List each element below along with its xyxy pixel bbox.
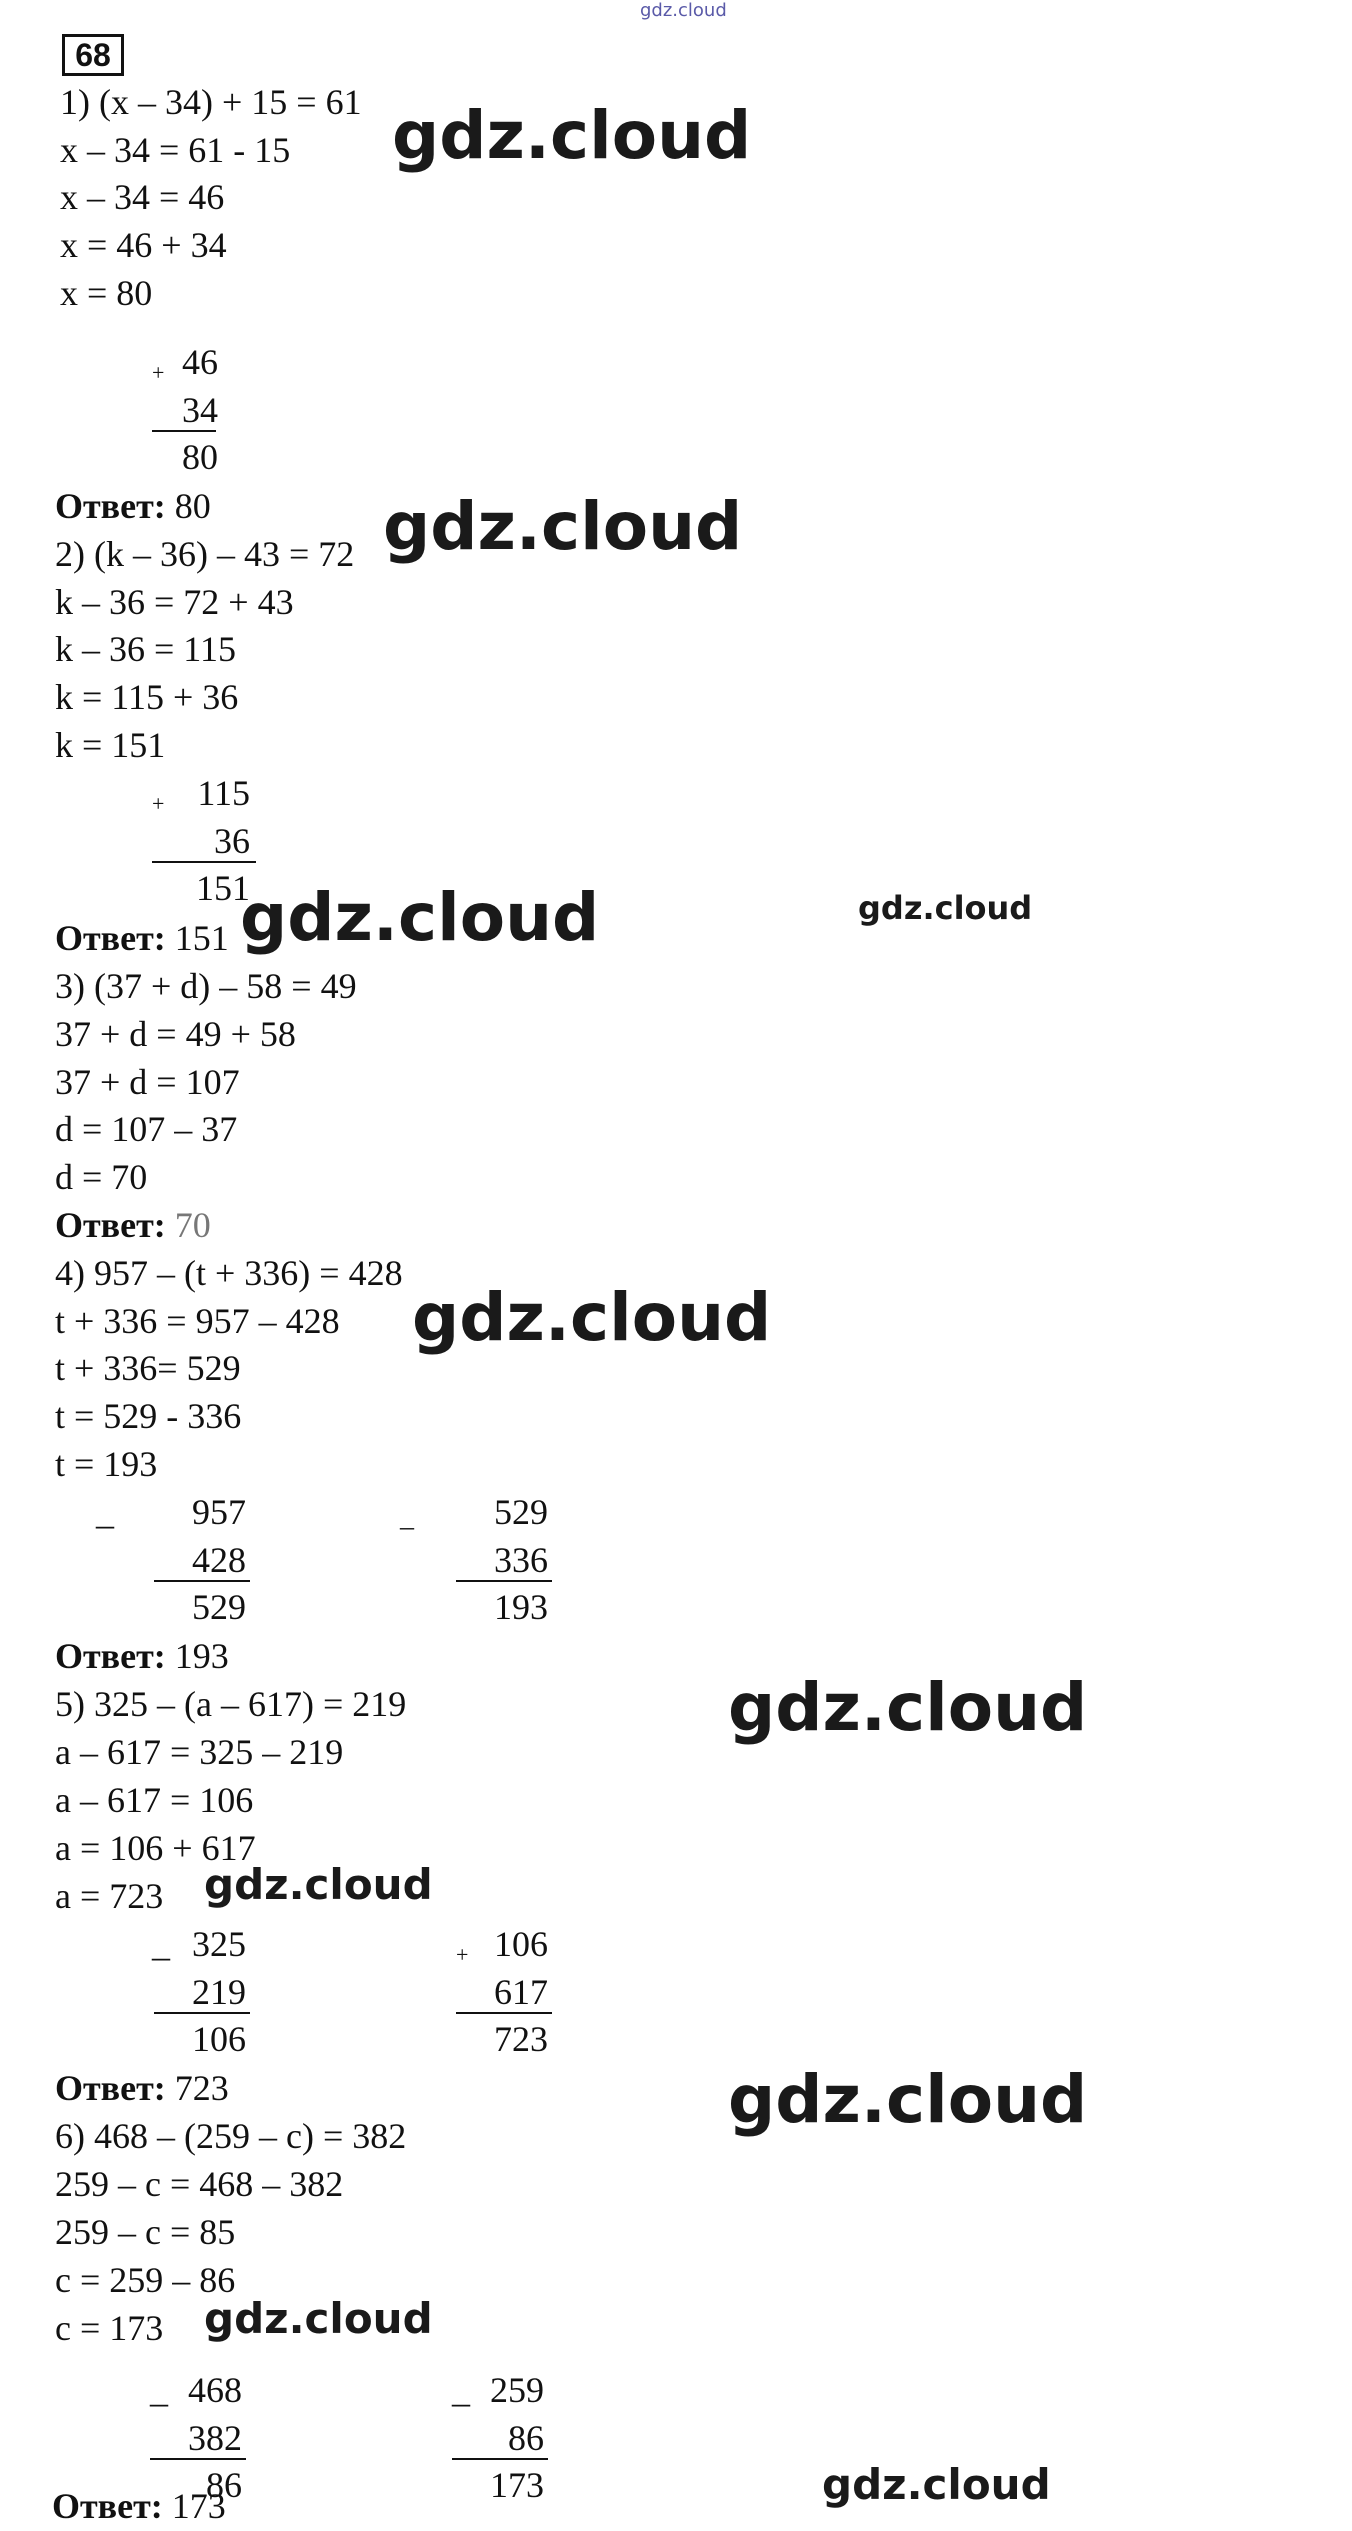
operand-bottom: 86 [508, 2418, 544, 2458]
operand-top: 106 [494, 1924, 548, 1964]
equation-line: c = 259 – 86 [55, 2260, 236, 2300]
operation-sign: + [456, 1942, 469, 1967]
operation-sign: _ [400, 1502, 414, 1533]
equation-line: 259 – c = 85 [55, 2212, 236, 2252]
operation-sign: _ [150, 2370, 168, 2410]
answer-label: Ответ: [52, 2486, 163, 2526]
answer-value: 80 [174, 486, 211, 526]
operand-top: 468 [188, 2370, 242, 2410]
result: 173 [490, 2465, 544, 2505]
equation-line: d = 107 – 37 [55, 1109, 238, 1149]
equation-line: 2) (k – 36) – 43 = 72 [55, 534, 355, 574]
equation-line: k = 151 [55, 725, 166, 765]
answer-value: 151 [174, 918, 229, 958]
difference-rule [452, 2458, 548, 2460]
watermark: gdz.cloud [204, 1860, 433, 1909]
answer-value: 723 [174, 2068, 229, 2108]
equation-line: k = 115 + 36 [55, 677, 239, 717]
result: 86 [206, 2465, 242, 2505]
equation-line: 1) (x – 34) + 15 = 61 [60, 82, 362, 122]
equation-line: k – 36 = 72 + 43 [55, 582, 294, 622]
answer-value: 173 [171, 2486, 226, 2526]
equation-line: t = 529 - 336 [55, 1396, 242, 1436]
result: 529 [192, 1587, 246, 1627]
result: 193 [494, 1587, 548, 1627]
equation-line: k – 36 = 115 [55, 629, 236, 669]
operation-sign: + [152, 360, 165, 385]
difference-rule [150, 2458, 246, 2460]
watermark: gdz.cloud [204, 2294, 433, 2343]
difference-rule [154, 2012, 250, 2014]
difference-rule [456, 1580, 552, 1582]
operand-top: 46 [182, 342, 218, 382]
answer-line [55, 1636, 229, 1676]
problem-number: 68 [62, 34, 124, 76]
operand-bottom: 428 [192, 1540, 246, 1580]
operand-top: 957 [192, 1492, 246, 1532]
equation-line: 6) 468 – (259 – c) = 382 [55, 2116, 407, 2156]
equation-line: x – 34 = 61 - 15 [60, 130, 291, 170]
sum-rule [456, 2012, 552, 2014]
answer-line [55, 918, 229, 958]
equation-line: 37 + d = 49 + 58 [55, 1014, 296, 1054]
operation-sign: + [152, 791, 165, 816]
answer-label: Ответ: [55, 1205, 166, 1245]
header-watermark: gdz.cloud [640, 0, 727, 21]
operand-top: 115 [197, 773, 250, 813]
watermark: gdz.cloud [392, 97, 752, 174]
answer-label: Ответ: [55, 486, 166, 526]
equation-line: d = 70 [55, 1157, 148, 1197]
operand-bottom: 617 [494, 1972, 548, 2012]
equation-line: a – 617 = 106 [55, 1780, 254, 1820]
equation-line: c = 173 [55, 2308, 164, 2348]
result: 723 [494, 2019, 548, 2059]
equation-line: x – 34 = 46 [60, 177, 225, 217]
watermark: gdz.cloud [240, 879, 600, 956]
answer-label: Ответ: [55, 2068, 166, 2108]
equation-line: x = 80 [60, 273, 153, 313]
operation-sign: _ [96, 1492, 114, 1532]
equation-line: t + 336 = 957 – 428 [55, 1301, 340, 1341]
result: 80 [182, 437, 218, 477]
answer-line [55, 1205, 211, 1245]
equation-line: 3) (37 + d) – 58 = 49 [55, 966, 357, 1006]
operation-sign: _ [452, 2370, 470, 2410]
answer-line [55, 486, 211, 526]
answer-label: Ответ: [55, 1636, 166, 1676]
answer-label: Ответ: [55, 918, 166, 958]
result: 151 [196, 868, 250, 908]
answer-value: 193 [174, 1636, 229, 1676]
operand-bottom: 336 [494, 1540, 548, 1580]
equation-line: 5) 325 – (a – 617) = 219 [55, 1684, 407, 1724]
difference-rule [154, 1580, 250, 1582]
watermark: gdz.cloud [383, 488, 743, 565]
watermark: gdz.cloud [412, 1279, 772, 1356]
operand-bottom: 382 [188, 2418, 242, 2458]
equation-line: t + 336= 529 [55, 1348, 241, 1388]
equation-line: 259 – c = 468 – 382 [55, 2164, 344, 2204]
watermark: gdz.cloud [858, 889, 1033, 927]
operand-top: 259 [490, 2370, 544, 2410]
sum-rule [152, 861, 256, 863]
watermark: gdz.cloud [728, 2061, 1088, 2138]
watermark: gdz.cloud [822, 2460, 1051, 2509]
operand-bottom: 36 [214, 821, 250, 861]
answer-line [52, 2486, 226, 2526]
equation-line: 37 + d = 107 [55, 1062, 240, 1102]
equation-line: t = 193 [55, 1444, 158, 1484]
equation-line: x = 46 + 34 [60, 225, 227, 265]
result: 106 [192, 2019, 246, 2059]
answer-line [55, 2068, 229, 2108]
operand-bottom: 219 [192, 1972, 246, 2012]
operand-top: 325 [192, 1924, 246, 1964]
operation-sign: _ [152, 1924, 170, 1964]
equation-line: a – 617 = 325 – 219 [55, 1732, 344, 1772]
equation-line: a = 723 [55, 1876, 164, 1916]
equation-line: 4) 957 – (t + 336) = 428 [55, 1253, 403, 1293]
equation-line: a = 106 + 617 [55, 1828, 256, 1868]
watermark: gdz.cloud [728, 1669, 1088, 1746]
sum-rule [152, 430, 216, 432]
operand-bottom: 34 [182, 390, 218, 430]
operand-top: 529 [494, 1492, 548, 1532]
answer-value: 70 [174, 1205, 211, 1245]
